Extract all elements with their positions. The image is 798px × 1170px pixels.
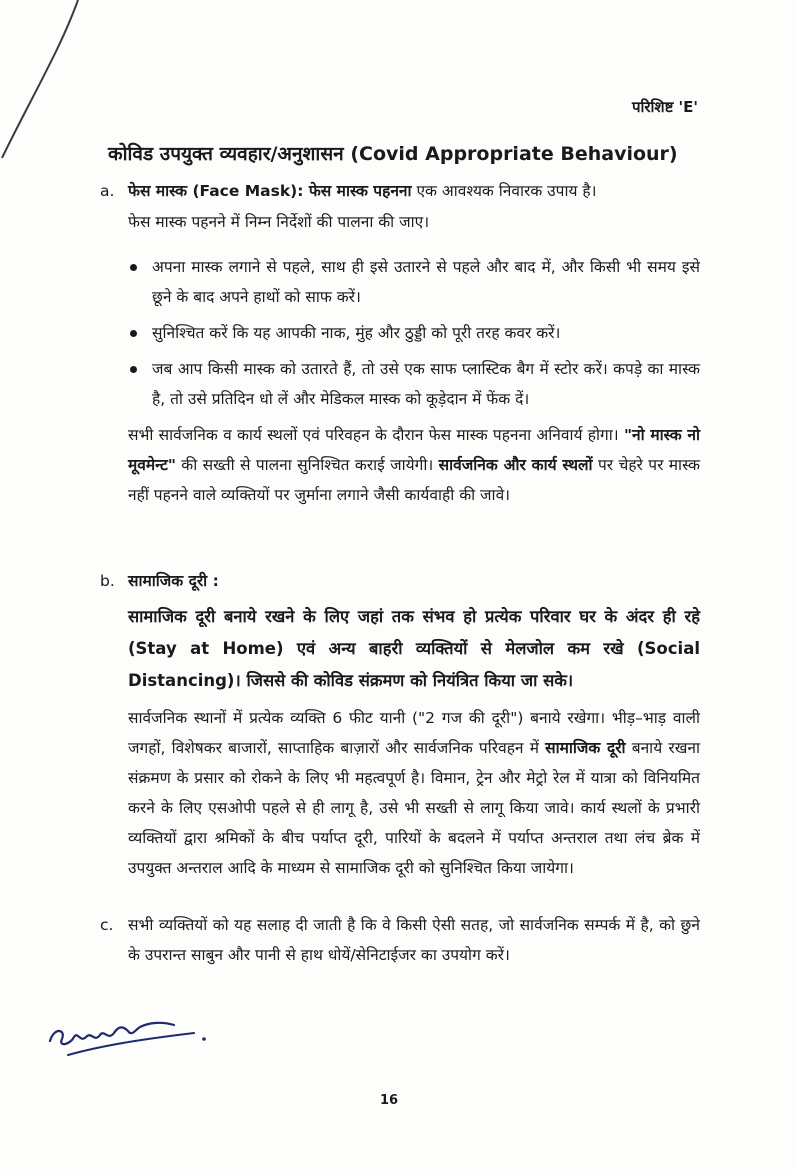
- face-mask-paragraph: [128, 420, 700, 510]
- section-marker-b: b.: [100, 572, 115, 590]
- section-social-distance: [100, 566, 700, 883]
- bullet-icon: [130, 264, 137, 271]
- list-item: [100, 354, 700, 414]
- signature-icon: [44, 1005, 214, 1065]
- social-distance-para-text-1: सार्वजनिक स्थानों में प्रत्येक व्यक्ति 6 फीट यानी ("2 गज की दूरी") बनाये रखेगा। भीड़–भाड़ वाली जगहों, विशेषकर बाजारों, साप्ताहिक बाज़ारों और सार्वजनिक परिवहन में: [128, 709, 700, 757]
- face-mask-heading-bold: फेस मास्क (Face Mask): फेस मास्क पहनना: [128, 182, 412, 200]
- social-distance-para-text-2: बनाये रखना संक्रमण के प्रसार को रोकने के लिए भी महत्वपूर्ण है। विमान, ट्रेन और मेट्रो रेल में यात्रा को विनियमित करने के लिए एसओपी पहले से ही लागू है, उसे भी सख्ती से लागू किया जावे। कार्य स्थलों के प्रभारी व्यक्तियों द्वारा श्रमिकों के बीच पर्याप्त दूरी, पारियों के बदलने में पर्याप्त अन्तराल तथा लंच ब्रेक में उपयुक्त अन्तराल आदि के माध्यम से सामाजिक दूरी को सुनिश्चित किया जायेगा।: [128, 739, 700, 877]
- public-workplaces-bold: सार्वजनिक और कार्य स्थलों: [438, 456, 593, 474]
- hand-wash-paragraph: सभी व्यक्तियों को यह सलाह दी जाती है कि वे किसी ऐसी सतह, जो सार्वजनिक सम्पर्क में है, को छुने के उपरान्त साबुन और पानी से हाथ धोयें/सेनिटाईजर का उपयोग करें।: [128, 916, 700, 964]
- section-marker-c: c.: [100, 916, 114, 934]
- annex-label: परिशिष्ट 'E': [631, 98, 698, 116]
- bullet-text: अपना मास्क लगाने से पहले, साथ ही इसे उतारने से पहले और बाद में, और किसी भी समय इसे छूने के बाद अपने हाथों को साफ करें।: [152, 258, 700, 306]
- face-mask-para-text-1: सभी सार्वजनिक व कार्य स्थलों एवं परिवहन के दौरान फेस मास्क पहनना अनिवार्य होगा।: [128, 426, 624, 444]
- list-item: [100, 318, 700, 348]
- social-distance-bold-paragraph: सामाजिक दूरी बनाये रखने के लिए जहां तक संभव हो प्रत्येक परिवार घर के अंदर ही रहे (Stay at Home) एवं अन्य बाहरी व्यक्तियों से मेलजोल कम रखे (Social Distancing)। जिससे की कोविड संक्रमण को नियंत्रित किया जा सके।: [128, 607, 700, 690]
- bullet-icon: [130, 330, 137, 337]
- social-distance-paragraph: [128, 703, 700, 883]
- section-face-mask: [100, 176, 700, 510]
- scan-edge-line-icon: [0, 0, 80, 160]
- no-mask-no-movement: "नो मास्क नो मूवमेन्ट": [128, 426, 700, 474]
- face-mask-para-text-2: की सख्ती से पालना सुनिश्चित कराई जायेगी।: [175, 456, 439, 474]
- face-mask-bullet-list: [100, 252, 700, 414]
- face-mask-heading-rest: एक आवश्यक निवारक उपाय है।: [411, 182, 597, 200]
- page-title: कोविड उपयुक्त व्यवहार/अनुशासन (Covid Appropriate Behaviour): [108, 143, 678, 165]
- section-hand-wash: [100, 910, 700, 970]
- list-item: [100, 252, 700, 312]
- bullet-text: जब आप किसी मास्क को उतारते हैं, तो उसे एक साफ प्लास्टिक बैग में स्टोर करें। कपड़े का मास्क है, तो उसे प्रतिदिन धो लें और मेडिकल मास्क को कूड़ेदान में फेंक दें।: [152, 360, 700, 408]
- social-distance-bold: सामाजिक दूरी: [545, 739, 626, 757]
- bullet-icon: [130, 366, 137, 373]
- social-distance-heading: सामाजिक दूरी :: [128, 572, 219, 590]
- face-mask-heading: [128, 176, 700, 207]
- face-mask-para-text-3: पर चेहरे पर मास्क नहीं पहनने वाले व्यक्तियों पर जुर्माना लगाने जैसी कार्यवाही की जावे।: [128, 456, 701, 504]
- bullet-text: सुनिश्चित करें कि यह आपकी नाक, मुंह और ठुड्डी को पूरी तरह कवर करें।: [152, 324, 561, 342]
- section-marker-a: a.: [100, 182, 115, 200]
- page-number: 16: [380, 1093, 399, 1108]
- face-mask-intro: फेस मास्क पहनने में निम्न निर्देशों की पालना की जाए।: [128, 213, 430, 231]
